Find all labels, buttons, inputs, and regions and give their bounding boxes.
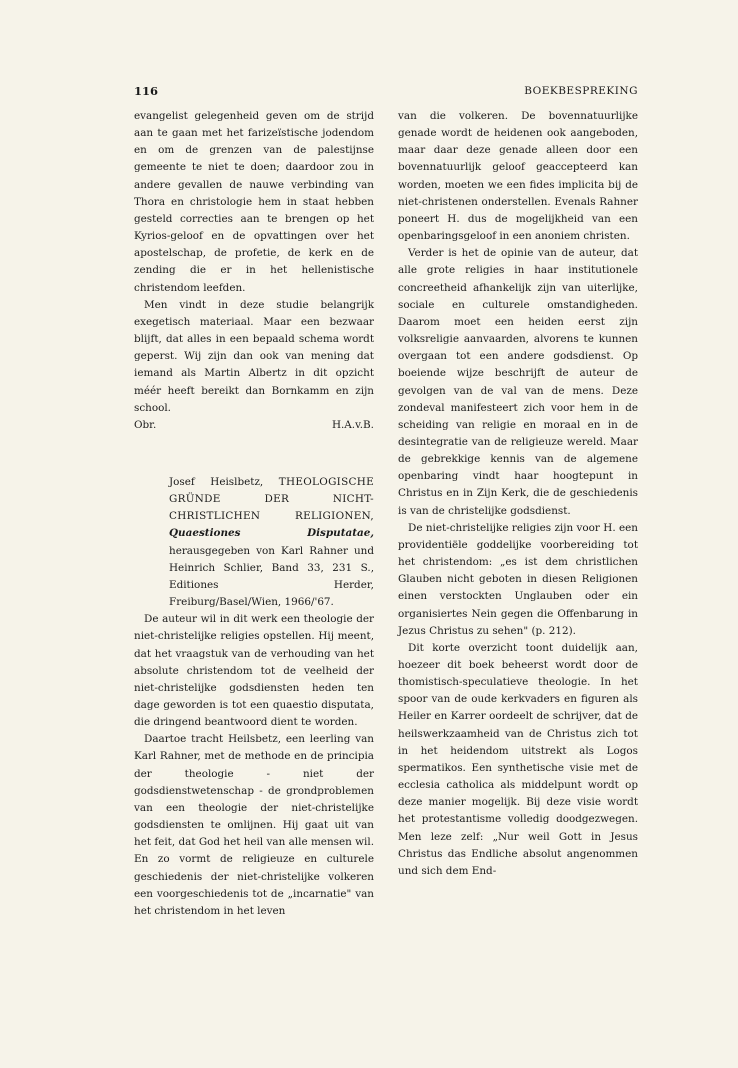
right-column: [398, 108, 638, 880]
paragraph: Men vindt in deze studie belangrijk exegetisch materiaal. Maar een bezwaar blijft, dat alles in een bepaald schema wordt geperst. Wij zijn dan ook van mening dat iemand als Martin Albertz in dit opzicht méér heeft bereikt dan Bornkamm en zijn school.: [134, 298, 374, 414]
signature-place: Obr.: [134, 418, 157, 431]
paragraph: Verder is het de opinie van de auteur, dat alle grote religies in haar institutionele concreetheid afhankelijk zijn van uiterlijke, sociale en culturele omstandigheden. Daarom moet een heiden eerst zijn volksreligie aanvaarden, alvorens te kunnen overgaan tot een andere godsdienst. Op boeiende wijze beschrijft de auteur de gevolgen van de val van de mens. Deze zondeval manifesteert zich voor hem in de scheiding van religie en moraal en in de desintegratie van de religieuze wereld. Maar de gebrekkige kennis van de algemene openbaring vindt haar hoogtepunt in Christus en in Zijn Kerk, die de geschiedenis is van de christelijke godsdienst.: [398, 247, 638, 517]
paragraph: Daartoe tracht Heilsbetz, een leerling van Karl Rahner, met de methode en de principia der theologie - niet der godsdienstwetenschap - de grondproblemen van een theologie der niet-christelijke godsdiensten te omlijnen. Hij gaat uit van het feit, dat God het heil van alle mensen wil. En zo vormt de religieuze en culturele geschiedenis der niet-christelijke volkeren een voorgeschiedenis tot de „incarnatie" van het christendom in het leven: [134, 733, 374, 917]
paragraph: De niet-christelijke religies zijn voor H. een providentiële goddelijke voorbereiding tot het christendom: „es ist dem christlichen Glauben nicht geboten in diesen Religionen einen verstockten Unglauben oder ein organisiertes Nein gegen die Offenbarung in Jezus Christus zu sehen" (p. 212).: [398, 521, 638, 637]
paragraph: van die volkeren. De bovennatuurlijke genade wordt de heidenen ook aangeboden, maar daar deze genade alleen door een bovennatuurlijk geloof geaccepteerd kan worden, moeten we een fides implicita bij de niet-christenen onderstellen. Evenals Rahner poneert H. dus de mogelijkheid van een openbaringsgeloof in een anoniem christen.: [398, 110, 638, 243]
book-citation: [169, 474, 374, 611]
left-column: [134, 108, 374, 920]
citation-title: THEOLOGISCHE GRÜNDE DER NICHT-CHRISTLICHEN RELIGIONEN,: [169, 475, 374, 523]
paragraph: Dit korte overzicht toont duidelijk aan, hoezeer dit boek beheerst wordt door de thomistisch-speculatieve theologie. In het spoor van de oude kerkvaders en figuren als Heiler en Karrer oordeelt de schrijver, dat de heilswerkzaamheid van de Christus zich tot in het heidendom uitstrekt als Logos spermatikos. Een synthetische visie met de ecclesia catholica als middelpunt wordt op deze manier mogelijk. Bij deze visie wordt het protestantisme volledig doodgezwegen. Men leze zelf: „Nur weil Gott in Jesus Christus das Endliche absolut angenommen und sich dem End-: [398, 641, 638, 877]
running-title: BOEKBESPREKING: [524, 85, 638, 97]
citation-details: herausgegeben von Karl Rahner und Heinrich Schlier, Band 33, 231 S., Editiones Herder, Freiburg/Basel/Wien, 1966/'67.: [169, 544, 374, 609]
review-signature: [134, 417, 374, 434]
citation-author: Josef Heislbetz,: [169, 475, 264, 488]
paragraph: evangelist gelegenheid geven om de strijd aan te gaan met het farizeïstische jodendom en om de grenzen van de palestijnse gemeente te niet te doen; daardoor zou in andere gevallen de nauwe verbinding van Thora en christologie hem in staat hebben gesteld correcties aan te brengen op het Kyrios-geloof en de opvattingen over het apostelschap, de profetie, de kerk en de zending die er in het hellenistische christendom leefden.: [134, 110, 374, 294]
citation-series: Quaestiones Disputatae,: [169, 527, 374, 540]
page-number: 116: [134, 84, 159, 98]
paragraph: De auteur wil in dit werk een theologie der niet-christelijke religies opstellen. Hij meent, dat het vraagstuk van de verhouding van het absolute christendom tot de veelheid der niet-christelijke godsdiensten heden ten dage geworden is tot een quaestio disputata, die dringend beantwoord dient te worden.: [134, 613, 374, 729]
signature-initials: H.A.v.B.: [331, 418, 374, 431]
